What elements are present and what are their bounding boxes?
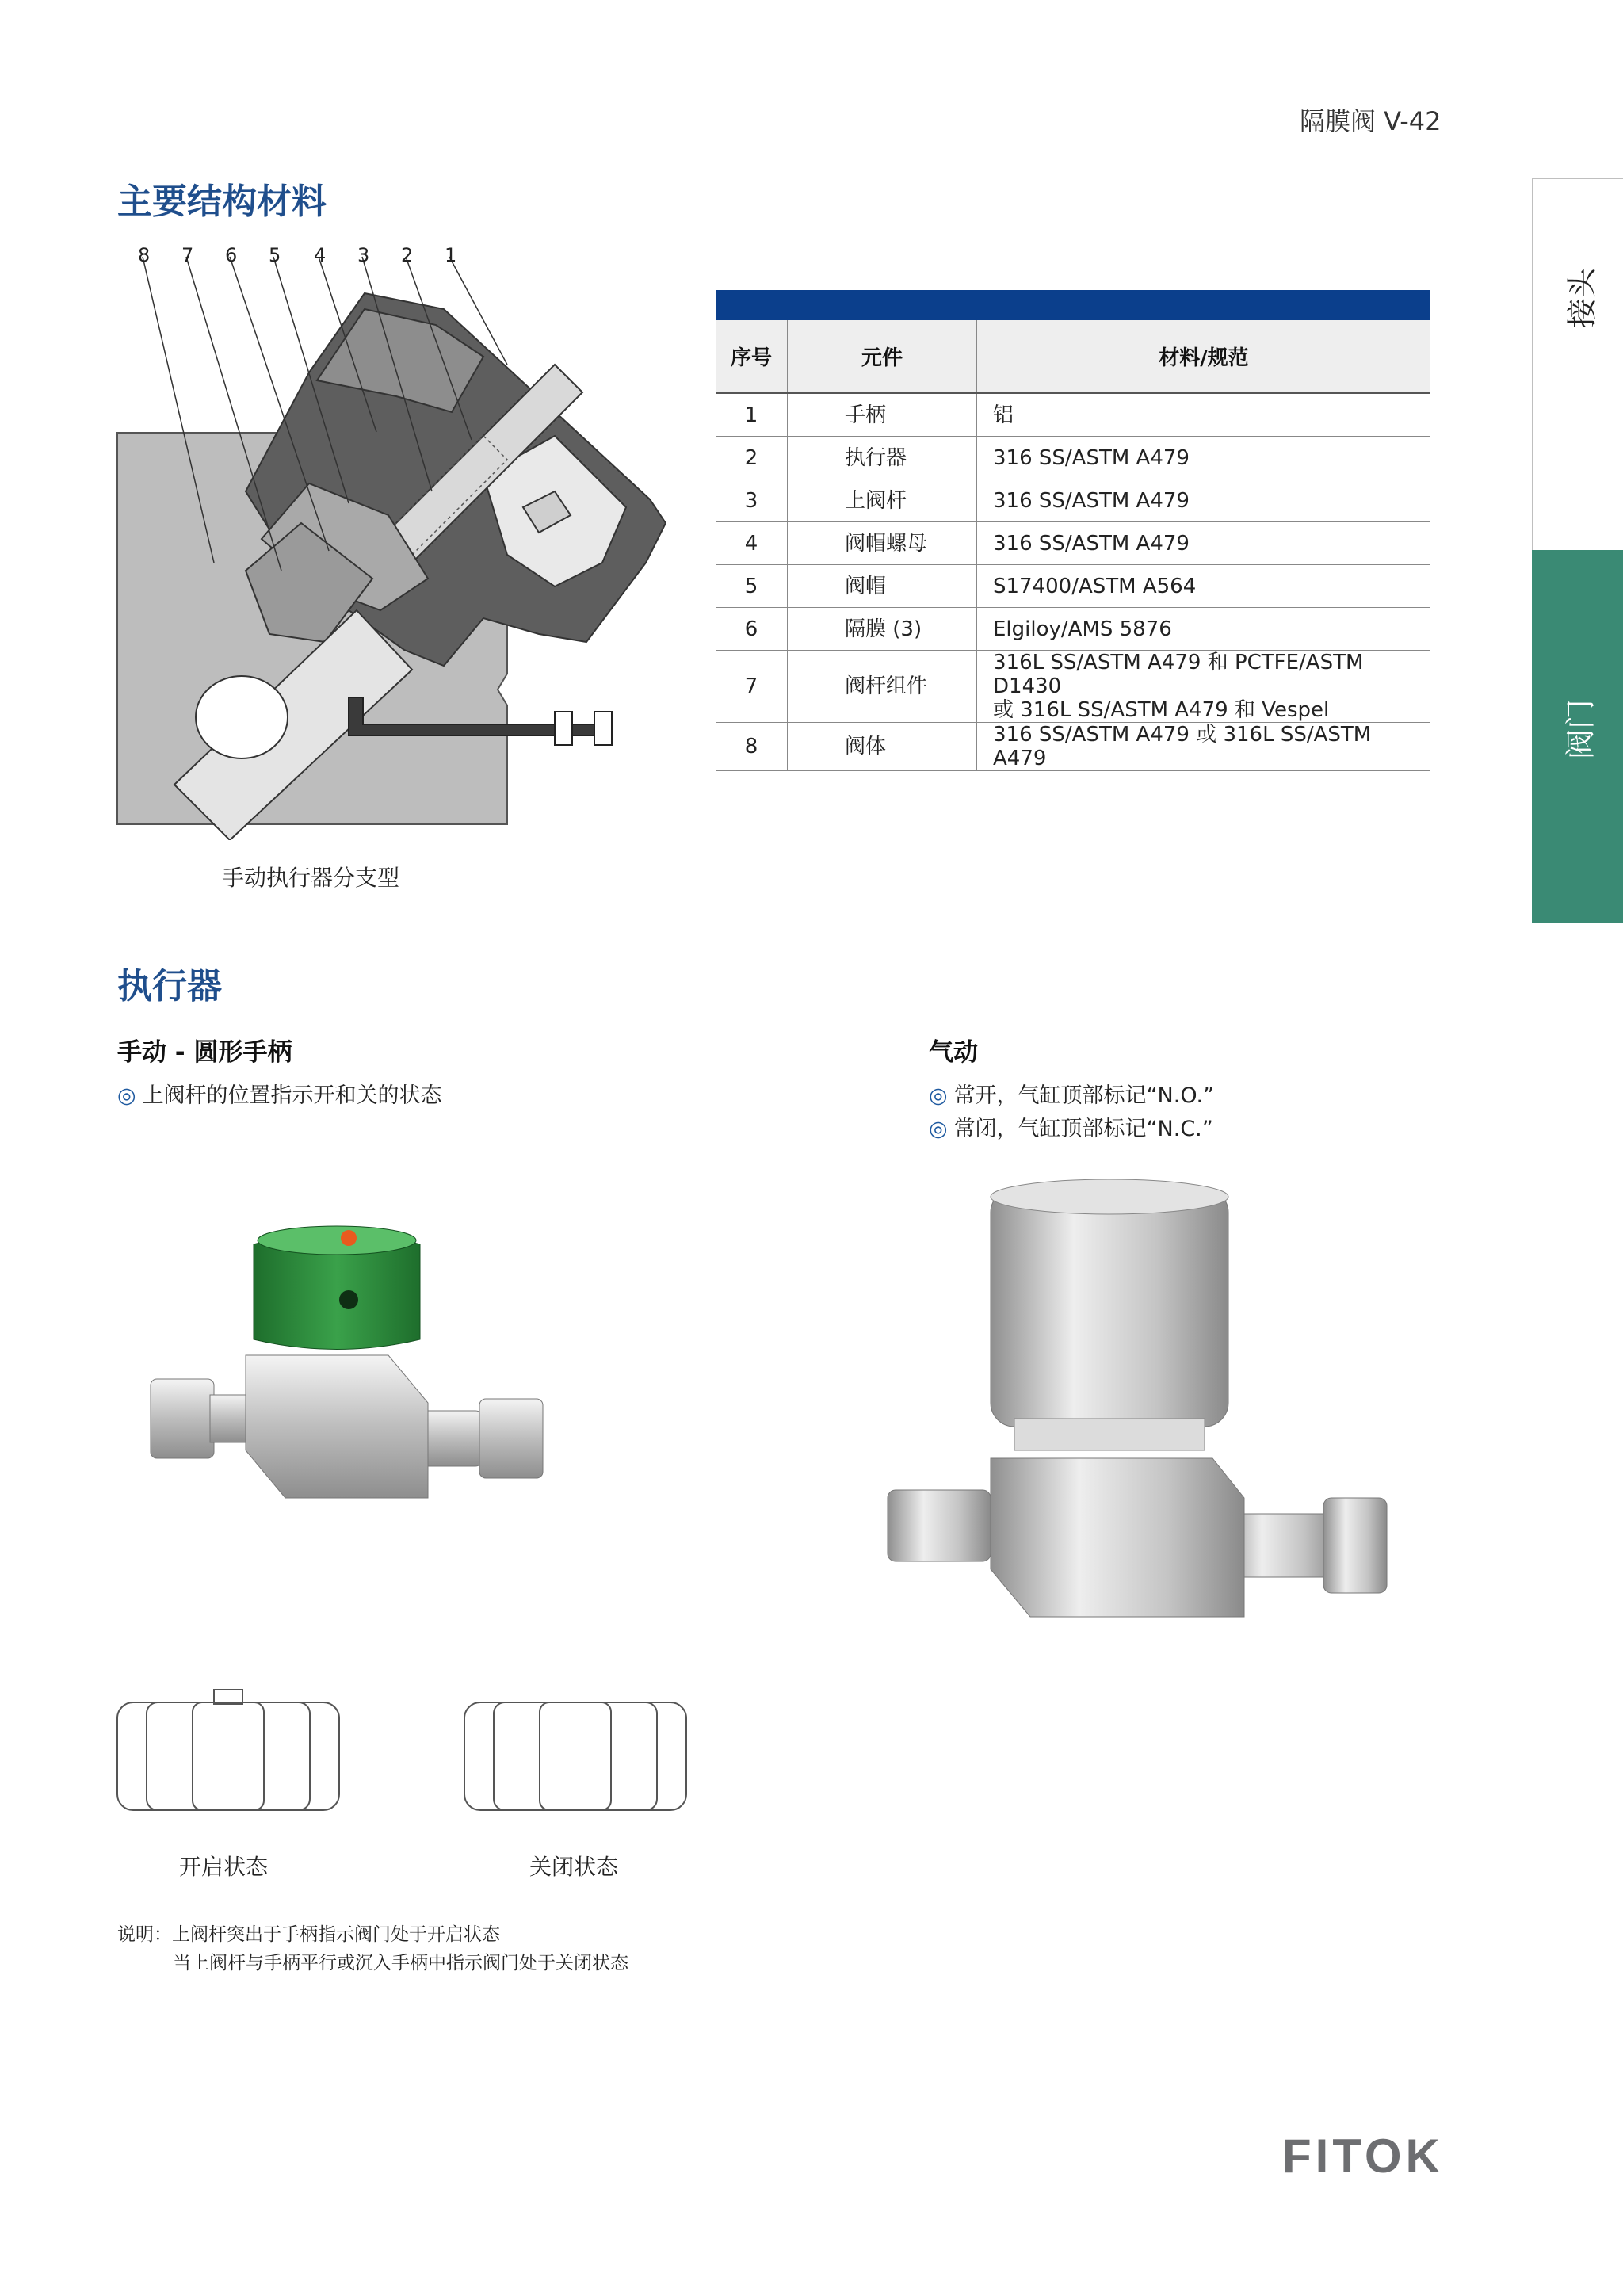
- table-row: [716, 437, 1430, 479]
- cell-material: 铝: [977, 393, 1431, 437]
- col-header-no: 序号: [716, 320, 788, 393]
- callout-3: 3: [357, 244, 370, 266]
- table-row: [716, 393, 1430, 437]
- cell-no: 7: [716, 651, 788, 723]
- pneumatic-bullet-text: 常闭，气缸顶部标记“N.C.”: [953, 1117, 1213, 1141]
- cell-material-line2: 或 316L SS/ASTM A479 和 Vespel: [993, 698, 1330, 722]
- manual-valve-photo: [119, 1221, 626, 1585]
- cross-section-drawing: [111, 238, 666, 840]
- bullet-icon: ◎: [929, 1117, 948, 1141]
- callout-4: 4: [314, 244, 327, 266]
- cell-component: 上阀杆: [788, 479, 977, 522]
- cell-component: 阀杆组件: [788, 651, 977, 723]
- open-state-handle-outline: [115, 1687, 345, 1813]
- section-title-materials: 主要结构材料: [117, 181, 327, 222]
- cell-component: 执行器: [788, 437, 977, 479]
- cell-no: 2: [716, 437, 788, 479]
- col-header-material: 材料/规范: [977, 320, 1431, 393]
- cell-material: 316 SS/ASTM A479: [977, 522, 1431, 565]
- figure-caption: 手动执行器分支型: [222, 865, 400, 891]
- section-title-actuators: 执行器: [117, 966, 222, 1007]
- manual-subtitle: 手动 - 圆形手柄: [117, 1038, 292, 1067]
- bullet-icon: ◎: [929, 1083, 948, 1108]
- pneumatic-bullet-text: 常开，气缸顶部标记“N.O.”: [953, 1083, 1215, 1108]
- cell-no: 1: [716, 393, 788, 437]
- callout-8: 8: [138, 244, 151, 266]
- open-state-label: 开启状态: [179, 1854, 269, 1880]
- bullet-icon: ◎: [117, 1083, 136, 1108]
- table-header-bar: [716, 290, 1430, 320]
- callout-2: 2: [401, 244, 414, 266]
- closed-state-handle-outline: [462, 1698, 692, 1813]
- cell-component: 阀帽: [788, 565, 977, 608]
- closed-state-label: 关闭状态: [529, 1854, 619, 1880]
- open-state-drawing: [115, 1687, 345, 1813]
- pneumatic-subtitle: 气动: [929, 1038, 978, 1067]
- cell-material: S17400/ASTM A564: [977, 565, 1431, 608]
- valve-cross-section-diagram: [111, 238, 666, 840]
- table-row: [716, 723, 1430, 771]
- table-row: [716, 479, 1430, 522]
- manual-valve-illustration: [119, 1221, 626, 1585]
- tab-valves-label: 阀门: [1563, 698, 1598, 759]
- cell-material: Elgiloy/AMS 5876: [977, 608, 1431, 651]
- cell-no: 5: [716, 565, 788, 608]
- cell-component: 阀体: [788, 723, 977, 771]
- cell-no: 6: [716, 608, 788, 651]
- cell-no: 4: [716, 522, 788, 565]
- cell-component: 阀帽螺母: [788, 522, 977, 565]
- cell-no: 3: [716, 479, 788, 522]
- page-number-label: 隔膜阀 V-42: [1300, 106, 1442, 136]
- pneumatic-bullet-no: [929, 1079, 1214, 1113]
- cell-component: 手柄: [788, 393, 977, 437]
- table-row: [716, 522, 1430, 565]
- tab-fittings-label: 接头: [1564, 268, 1599, 329]
- tab-valves[interactable]: [1532, 550, 1623, 923]
- note-line-2: 当上阀杆与手柄平行或沉入手柄中指示阀门处于关闭状态: [173, 1953, 628, 1973]
- fitok-logo: FITOK: [1282, 2130, 1444, 2183]
- col-header-component: 元件: [788, 320, 977, 393]
- cell-material: 316 SS/ASTM A479: [977, 437, 1431, 479]
- pneumatic-bullet-nc: [929, 1113, 1213, 1146]
- cell-no: 8: [716, 723, 788, 771]
- cell-material-line1: 316L SS/ASTM A479 和 PCTFE/ASTM D1430: [993, 651, 1364, 698]
- table-row: [716, 565, 1430, 608]
- pneumatic-valve-illustration: [848, 1173, 1403, 1664]
- table-header-row: [716, 320, 1430, 393]
- tab-fittings[interactable]: [1532, 178, 1623, 552]
- cell-material: 316 SS/ASTM A479 或 316L SS/ASTM A479: [977, 723, 1431, 771]
- callout-6: 6: [225, 244, 238, 266]
- cell-material: [977, 651, 1431, 723]
- callout-5: 5: [269, 244, 281, 266]
- callout-7: 7: [181, 244, 194, 266]
- callout-1: 1: [445, 244, 457, 266]
- materials-table: [716, 290, 1430, 771]
- table-row: [716, 608, 1430, 651]
- cell-component: 隔膜 (3): [788, 608, 977, 651]
- cell-material: 316 SS/ASTM A479: [977, 479, 1431, 522]
- manual-bullet-text: 上阀杆的位置指示开和关的状态: [142, 1083, 442, 1108]
- table-row: [716, 651, 1430, 723]
- note-line-1: 说明：上阀杆突出于手柄指示阀门处于开启状态: [117, 1924, 500, 1945]
- manual-bullet: [117, 1079, 442, 1113]
- pneumatic-valve-photo: [848, 1173, 1403, 1664]
- closed-state-drawing: [462, 1698, 692, 1813]
